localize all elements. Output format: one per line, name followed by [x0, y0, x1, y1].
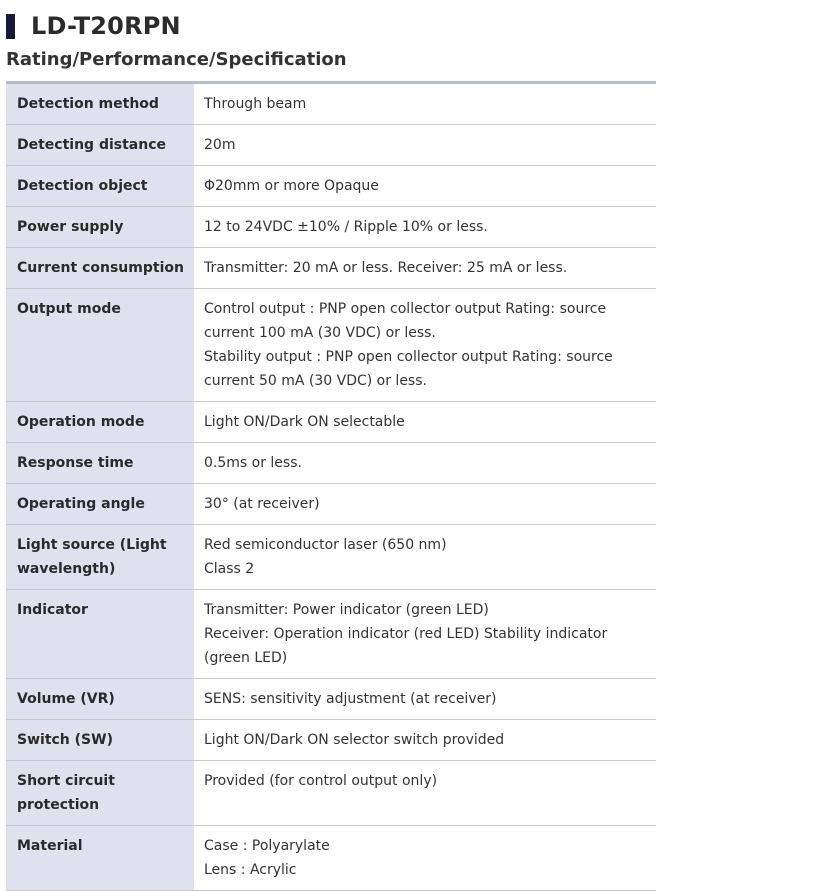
- spec-value-line: Red semiconductor laser (650 nm): [204, 537, 447, 553]
- spec-label: Power supply: [6, 207, 194, 247]
- spec-label: Operation mode: [6, 402, 194, 442]
- spec-label: Detection object: [6, 166, 194, 206]
- spec-label: Volume (VR): [6, 679, 194, 719]
- section-title: Rating/Performance/Specification: [6, 49, 347, 70]
- spec-value-line: Class 2: [204, 561, 255, 577]
- spec-label: Operating angle: [6, 484, 194, 524]
- spec-value: [194, 720, 656, 760]
- spec-row: [6, 761, 656, 826]
- spec-row: [6, 207, 656, 248]
- spec-row: [6, 826, 656, 891]
- spec-label: Switch (SW): [6, 720, 194, 760]
- spec-row: [6, 525, 656, 590]
- spec-value-line: Light ON/Dark ON selector switch provided: [204, 732, 505, 748]
- spec-value: [194, 679, 656, 719]
- spec-row: [6, 402, 656, 443]
- spec-value-line: Transmitter: 20 mA or less. Receiver: 25 mA or less.: [204, 260, 568, 276]
- title-accent-bar: [6, 14, 15, 39]
- spec-label: Short circuit protection: [6, 761, 194, 825]
- spec-value-line: Lens : Acrylic: [204, 862, 297, 878]
- spec-label: Indicator: [6, 590, 194, 678]
- spec-value: [194, 761, 656, 825]
- spec-label: Detection method: [6, 84, 194, 124]
- spec-value: [194, 84, 656, 124]
- spec-value-line: Case : Polyarylate: [204, 838, 330, 854]
- spec-row: [6, 679, 656, 720]
- spec-value: [194, 443, 656, 483]
- spec-value-line: Receiver: Operation indicator (red LED) Stability indicator (green LED): [204, 626, 608, 666]
- spec-row: [6, 720, 656, 761]
- spec-value: [194, 207, 656, 247]
- spec-value-line: Control output : PNP open collector output Rating: source current 100 mA (30 VDC) or less.: [204, 301, 607, 341]
- spec-value-line: Transmitter: Power indicator (green LED): [204, 602, 489, 618]
- spec-label: Output mode: [6, 289, 194, 401]
- spec-row: [6, 166, 656, 207]
- spec-value-line: SENS: sensitivity adjustment (at receiver): [204, 691, 497, 707]
- spec-value: [194, 125, 656, 165]
- spec-row: [6, 590, 656, 679]
- spec-row: [6, 484, 656, 525]
- spec-value: [194, 248, 656, 288]
- spec-value: [194, 826, 656, 890]
- spec-row: [6, 289, 656, 402]
- spec-value-line: 20m: [204, 137, 236, 153]
- page-title: LD-T20RPN: [31, 12, 181, 40]
- spec-value: [194, 402, 656, 442]
- spec-label: Current consumption: [6, 248, 194, 288]
- spec-row: [6, 443, 656, 484]
- spec-value: [194, 525, 656, 589]
- spec-row: [6, 248, 656, 289]
- spec-row: [6, 84, 656, 125]
- spec-value-line: Stability output : PNP open collector output Rating: source current 50 mA (30 VDC) or less.: [204, 349, 613, 389]
- spec-value: [194, 590, 656, 678]
- spec-value-line: 30° (at receiver): [204, 496, 320, 512]
- spec-label: Material: [6, 826, 194, 890]
- spec-value-line: Provided (for control output only): [204, 773, 438, 789]
- spec-value-line: 0.5ms or less.: [204, 455, 302, 471]
- spec-label: Light source (Light wavelength): [6, 525, 194, 589]
- page-header: [6, 11, 181, 41]
- spec-value: [194, 289, 656, 401]
- spec-value-line: Through beam: [204, 96, 307, 112]
- spec-label: Detecting distance: [6, 125, 194, 165]
- spec-value: [194, 166, 656, 206]
- spec-label: Response time: [6, 443, 194, 483]
- spec-value: [194, 484, 656, 524]
- spec-value-line: Φ20mm or more Opaque: [204, 178, 379, 194]
- spec-value-line: Light ON/Dark ON selectable: [204, 414, 405, 430]
- spec-value-line: 12 to 24VDC ±10% / Ripple 10% or less.: [204, 219, 488, 235]
- spec-table: [6, 81, 656, 891]
- spec-row: [6, 125, 656, 166]
